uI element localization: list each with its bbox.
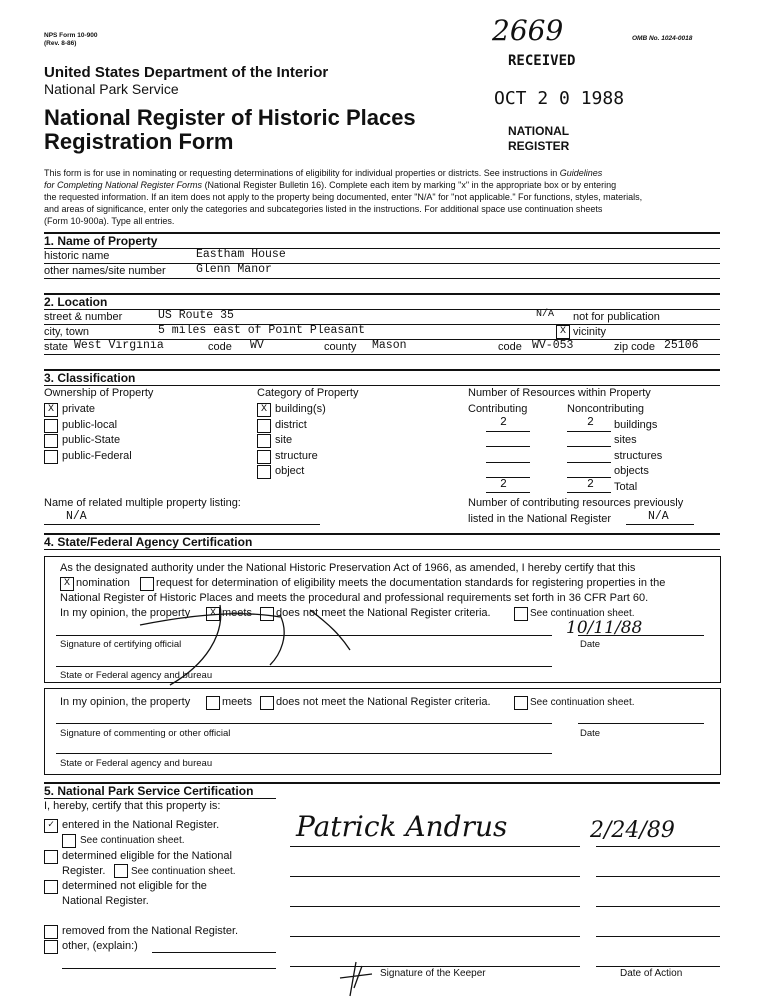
buildings-contributing[interactable]: 2 [500,416,507,429]
see-continuation-label-2: See continuation sheet. [530,697,635,708]
commenting-signature-line [56,723,552,724]
commenting-official-label: Signature of commenting or other official [60,728,231,739]
ownership-public-state-checkbox[interactable] [44,434,58,448]
not-for-publication-box[interactable]: N/A [536,309,555,320]
other-checkbox[interactable] [44,940,58,954]
state-code-field[interactable]: WV [250,339,264,352]
section4-title: 4. State/Federal Agency Certification [44,535,253,549]
county-field[interactable]: Mason [372,339,407,352]
form-title-line1: National Register of Historic Places [44,105,416,130]
ownership-public-state-label: public-State [62,434,121,446]
category-site-label: site [275,434,293,446]
keeper-signature-line [290,906,580,907]
service-name: National Park Service [44,81,179,97]
section5-underline [44,798,276,799]
noncontributing-header: Noncontributing [567,403,645,415]
section5-title: 5. National Park Service Certification [44,784,254,798]
resources-buildings-label: buildings [614,419,658,431]
meets-checkbox-2[interactable] [206,696,220,710]
nomination-label: nomination [76,577,130,589]
entered-continuation-label: See continuation sheet. [80,835,185,846]
category-object-label: object [275,465,305,477]
does-not-meet-checkbox-2[interactable] [260,696,274,710]
opinion-label: In my opinion, the property [60,607,191,619]
category-structure-checkbox[interactable] [257,450,271,464]
historic-name-line [44,263,720,264]
ownership-public-federal-checkbox[interactable] [44,450,58,464]
commenting-date-line [578,723,704,724]
category-buildings-label: building(s) [275,403,326,415]
certifying-signature-line [56,635,552,636]
request-determination-checkbox[interactable] [140,577,154,591]
stamp-received: RECEIVED [508,53,576,69]
city-label: city, town [44,326,90,338]
not-eligible-label2: National Register. [62,895,149,907]
certification-text1: As the designated authority under the National Historic Preservation Act of 1966, as amended, I hereby certify that this [60,562,636,574]
historic-name-field[interactable]: Eastham House [196,248,286,261]
ownership-public-local-label: public-local [62,419,118,431]
not-eligible-checkbox[interactable] [44,880,58,894]
instructions-line1: This form is for use in nominating or requesting determinations of eligibility for individual properties or districts. See instructions in Guidelines [44,168,603,178]
agency-bureau-label-2: State or Federal agency and bureau [60,758,213,769]
department-name: United States Department of the Interior [44,64,329,81]
previously-listed-field[interactable]: N/A [648,510,669,523]
contributing-header: Contributing [468,403,528,415]
ownership-private-label: private [62,403,96,415]
not-eligible-label1: determined not eligible for the [62,880,207,892]
section3-underline [44,385,720,386]
keeper-signature-line [290,966,580,967]
keeper-date-line [596,876,720,877]
keeper-signature-line [290,876,580,877]
resource-line [486,477,530,478]
not-for-publication-label: not for publication [573,311,660,323]
stamp-national: NATIONAL [508,124,570,138]
previously-listed-label2: listed in the National Register [468,513,612,525]
keeper-date-line [596,846,720,847]
keeper-signature-line [290,936,580,937]
other-names-label: other names/site number [44,265,166,277]
resources-header: Number of Resources within Property [468,387,651,399]
street-label: street & number [44,311,123,323]
resource-line [567,446,611,447]
state-label: state [44,341,68,353]
category-object-checkbox[interactable] [257,465,271,479]
keeper-signature-label: Signature of the Keeper [380,968,486,979]
category-district-label: district [275,419,307,431]
zip-label: zip code [614,341,655,353]
keeper-intro: I, hereby, certify that this property is: [44,800,221,812]
state-line [44,354,720,355]
street-field[interactable]: US Route 35 [158,309,234,322]
category-site-checkbox[interactable] [257,434,271,448]
certification-date-label: Date [580,639,601,650]
keeper-date-line [596,906,720,907]
resources-structures-label: structures [614,450,663,462]
resources-sites-label: sites [614,434,637,446]
entered-continuation-checkbox[interactable] [62,834,76,848]
agency-bureau-label: State or Federal agency and bureau [60,670,213,681]
other-explain-line-2 [62,968,276,969]
entered-label: entered in the National Register. [62,819,220,831]
zip-field[interactable]: 25106 [664,339,699,352]
certification-date-line [578,635,704,636]
removed-label: removed from the National Register. [62,925,239,937]
section1-underline [44,248,720,249]
multiple-listing-label: Name of related multiple property listing: [44,497,241,509]
see-continuation-label: See continuation sheet. [530,608,635,619]
buildings-noncontributing[interactable]: 2 [587,416,594,429]
ownership-public-federal-label: public-Federal [62,450,132,462]
category-structure-label: structure [275,450,318,462]
does-not-meet-label-2: does not meet the National Register criteria. [276,696,491,708]
instructions-line4: and areas of significance, enter only the categories and subcategories listed in the instructions. For additional space use continuation sheets [44,204,603,214]
other-explain-line [152,952,276,953]
instructions-line5: (Form 10-900a). Type all entries. [44,216,175,226]
form-title-line2: Registration Form [44,129,234,154]
stamp-register: REGISTER [508,139,570,153]
handwritten-number: 2669 [492,14,564,47]
category-district-checkbox[interactable] [257,419,271,433]
other-label: other, (explain:) [62,940,138,952]
resource-line [567,492,611,493]
section3-rule [44,369,720,371]
opinion-label-2: In my opinion, the property [60,696,191,708]
section3-title: 3. Classification [44,371,136,385]
total-noncontributing[interactable]: 2 [587,478,594,491]
eligible-continuation-label: See continuation sheet. [131,866,236,877]
entered-checkbox[interactable]: ✓ [44,819,58,833]
resources-total-label: Total [614,481,638,493]
meets-label-2: meets [222,696,252,708]
eligible-label2: Register. [62,865,106,877]
agency-bureau-line-2 [56,753,552,754]
certifying-official-label: Signature of certifying official [60,639,182,650]
category-header: Category of Property [257,387,359,399]
form-revision: (Rev. 8-86) [44,40,77,47]
county-code-field[interactable]: WV-053 [532,339,574,352]
certification-text2: request for determination of eligibility meets the documentation standards for registering properties in the [156,577,666,589]
vicinity-label: vicinity [573,326,607,338]
nomination-checkbox[interactable]: X [60,577,74,591]
eligible-continuation-checkbox[interactable] [114,864,128,878]
eligible-checkbox[interactable] [44,850,58,864]
omb-number: OMB No. 1024-0018 [632,35,693,42]
keeper-date-handwritten: 2/24/89 [590,818,675,843]
stamp-date: OCT 2 0 1988 [494,88,625,109]
street-line [44,324,720,325]
category-buildings-checkbox[interactable]: X [257,403,271,417]
keeper-date-line [596,936,720,937]
section2-title: 2. Location [44,295,108,309]
certification-date-handwritten: 10/11/88 [566,618,643,638]
ownership-private-checkbox[interactable]: X [44,403,58,417]
historic-name-label: historic name [44,250,110,262]
date-of-action-label: Date of Action [620,968,683,979]
previously-listed-label1: Number of contributing resources previously [468,497,684,509]
other-names-field[interactable]: Glenn Manor [196,263,272,276]
state-field[interactable]: West Virginia [74,339,164,352]
form-number: NPS Form 10-900 [44,32,98,39]
resource-line [486,492,530,493]
instructions-line2: for Completing National Register Forms (National Register Bulletin 16). Complete each item by marking "x" in the appropriate box or by entering [44,180,617,190]
see-continuation-checkbox[interactable] [514,607,528,621]
resource-line [486,446,530,447]
ownership-header: Ownership of Property [44,387,154,399]
commenting-date-label: Date [580,728,601,739]
removed-checkbox[interactable] [44,925,58,939]
other-names-line [44,278,720,279]
keeper-initials-mark [336,958,376,998]
state-code-label: code [208,341,232,353]
city-field[interactable]: 5 miles east of Point Pleasant [158,324,366,337]
keeper-signature-line [290,846,580,847]
resource-line [486,431,530,432]
multiple-listing-field[interactable]: N/A [66,510,87,523]
resources-objects-label: objects [614,465,649,477]
certification-text3: National Register of Historic Places and meets the procedural and professional requirements set forth in 36 CFR Part 60. [60,592,649,604]
section1-title: 1. Name of Property [44,234,158,248]
ownership-public-local-checkbox[interactable] [44,419,58,433]
does-not-meet-label: does not meet the National Register criteria. [276,607,491,619]
agency-bureau-line [56,666,552,667]
resource-line [567,462,611,463]
keeper-date-line [596,966,720,967]
instructions-line3: the requested information. If an item does not apply to the property being documented, enter "N/A" for "not applicable." For functions, styles, materials, [44,192,643,202]
county-code-label: code [498,341,522,353]
resource-line [486,462,530,463]
meets-label: meets [222,607,252,619]
keeper-signature: Patrick Andrus [296,810,508,843]
total-contributing[interactable]: 2 [500,478,507,491]
meets-checkbox[interactable]: X [206,607,220,621]
see-continuation-checkbox-2[interactable] [514,696,528,710]
multiple-listing-line [44,524,320,525]
resource-line [567,431,611,432]
section2-underline [44,309,720,310]
vicinity-checkbox[interactable]: X [556,325,570,339]
previously-listed-line [626,524,694,525]
eligible-label1: determined eligible for the National [62,850,232,862]
section2-rule [44,293,720,295]
section4-underline [44,549,720,550]
county-label: county [324,341,357,353]
